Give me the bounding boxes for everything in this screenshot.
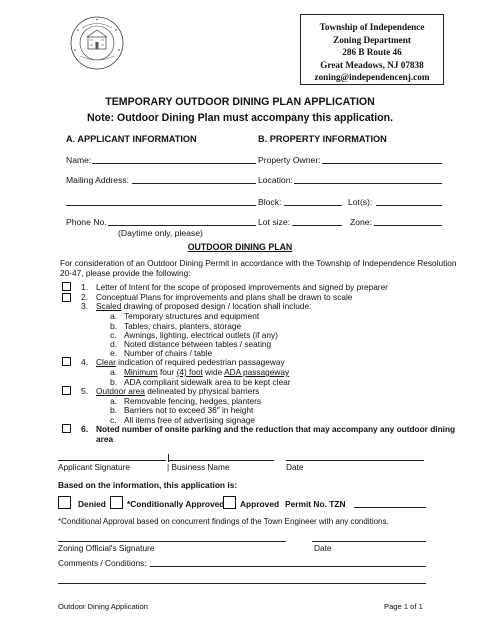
four-foot-text: (4) foot bbox=[176, 367, 203, 377]
address-line: Township of Independence bbox=[319, 22, 425, 32]
address-line: Zoning Department bbox=[333, 34, 411, 45]
block-label: Block: bbox=[258, 197, 282, 207]
item-5-rest: delineated by physical barriers bbox=[144, 386, 260, 396]
phone-label: Phone No. bbox=[66, 217, 107, 227]
business-name-label: | Business Name bbox=[167, 462, 230, 472]
item-3-underlined: Scaled bbox=[96, 301, 122, 311]
item-4-underlined: Clear bbox=[96, 357, 116, 367]
approved-label: Approved bbox=[240, 499, 280, 509]
zone-field[interactable] bbox=[374, 225, 442, 226]
form-subtitle: Note: Outdoor Dining Plan must accompany this application. bbox=[86, 112, 394, 124]
sub-item: Noted distance between tables / seating bbox=[124, 339, 272, 349]
divider bbox=[168, 454, 169, 462]
address-box bbox=[300, 14, 444, 85]
comments-label: Comments / Conditions: bbox=[58, 558, 147, 568]
sub-text: wide bbox=[202, 367, 225, 377]
item-5-underlined: Outdoor area bbox=[96, 386, 145, 396]
sub-item: Number of chairs / table bbox=[124, 348, 213, 358]
item-6-text-2: area bbox=[96, 434, 114, 444]
item-2-checkbox[interactable] bbox=[62, 293, 71, 302]
sub-letter: a. bbox=[110, 396, 118, 406]
item-number: 6. bbox=[81, 424, 89, 434]
sub-letter: e. bbox=[110, 348, 118, 358]
item-number: 5. bbox=[81, 386, 89, 396]
conditional-checkbox[interactable] bbox=[110, 496, 123, 509]
phone-hint: (Daytime only, please) bbox=[118, 228, 203, 238]
permit-number-field[interactable] bbox=[354, 507, 426, 508]
conditional-label: *Conditionally Approved bbox=[127, 499, 225, 509]
item-1-text: Letter of Intent for the scope of proposed improvements and signed by preparer bbox=[96, 282, 388, 292]
mailing-field-2[interactable] bbox=[66, 205, 256, 206]
item-5-text bbox=[96, 386, 259, 396]
item-6-checkbox[interactable] bbox=[62, 424, 71, 433]
denied-label: Denied bbox=[78, 499, 106, 509]
decision-lead: Based on the information, this application is: bbox=[58, 480, 238, 490]
applicant-signature-line[interactable] bbox=[58, 460, 166, 461]
lotsize-field[interactable] bbox=[292, 225, 342, 226]
footer-page-number: Page 1 of 1 bbox=[384, 602, 423, 611]
minimum-text: Minimum bbox=[124, 367, 158, 377]
item-6-text: Noted number of onsite parking and the reduction that may accompany any outdoor dining bbox=[96, 424, 456, 434]
official-signature-line[interactable] bbox=[58, 541, 286, 542]
name-label: Name: bbox=[66, 155, 92, 165]
item-2-text: Conceptual Plans for improvements and plans shall be drawn to scale bbox=[96, 292, 353, 302]
address-email[interactable]: zoning@independencenj.com bbox=[314, 72, 430, 83]
sub-letter: d. bbox=[110, 339, 118, 349]
address-line: Great Meadows, NJ 07838 bbox=[320, 59, 424, 70]
sub-item: Awnings, lighting, electrical outlets (if any) bbox=[124, 330, 278, 340]
sub-letter: a. bbox=[110, 311, 118, 321]
sub-item: All items free of advertising signage bbox=[124, 415, 255, 425]
item-4-text bbox=[96, 357, 285, 367]
item-3-text bbox=[96, 301, 311, 311]
applicant-heading: A. APPLICANT INFORMATION bbox=[66, 134, 197, 144]
phone-field[interactable] bbox=[108, 225, 256, 226]
date-line[interactable] bbox=[286, 460, 424, 461]
property-heading: B. PROPERTY INFORMATION bbox=[258, 134, 387, 144]
owner-label: Property Owner: bbox=[258, 155, 321, 165]
sub-item bbox=[124, 367, 289, 377]
item-4-checkbox[interactable] bbox=[62, 357, 71, 366]
item-number: 3. bbox=[81, 301, 89, 311]
item-number: 1. bbox=[81, 282, 89, 292]
name-field[interactable] bbox=[92, 163, 256, 164]
sub-letter: c. bbox=[110, 330, 117, 340]
owner-field[interactable] bbox=[322, 163, 442, 164]
plan-heading: OUTDOOR DINING PLAN bbox=[187, 242, 293, 252]
location-field[interactable] bbox=[294, 183, 442, 184]
item-number: 2. bbox=[81, 292, 89, 302]
plan-intro-2: 20-47, please provide the following: bbox=[60, 268, 191, 278]
sub-item: ADA compliant sidewalk area to be kept clear bbox=[124, 377, 291, 387]
sub-letter: a. bbox=[110, 367, 118, 377]
official-date-line[interactable] bbox=[312, 541, 426, 542]
lotsize-label: Lot size: bbox=[258, 217, 291, 227]
date-label: Date bbox=[286, 462, 304, 472]
sub-letter: b. bbox=[110, 321, 118, 331]
mailing-label: Mailing Address: bbox=[66, 175, 130, 185]
denied-checkbox[interactable] bbox=[58, 496, 71, 509]
footer-left: Outdoor Dining Application bbox=[58, 602, 148, 611]
approved-checkbox[interactable] bbox=[223, 496, 236, 509]
sub-item: Temporary structures and equipment bbox=[124, 311, 260, 321]
official-signature-label: Zoning Official's Signature bbox=[58, 543, 155, 553]
mailing-field[interactable] bbox=[132, 183, 256, 184]
address-line: 286 B Route 46 bbox=[342, 47, 402, 58]
lot-field[interactable] bbox=[376, 205, 442, 206]
ada-passageway-text: ADA passageway bbox=[224, 367, 290, 377]
sub-letter: b. bbox=[110, 377, 118, 387]
item-4-rest: indication of required pedestrian passageway bbox=[115, 357, 285, 367]
township-seal-logo bbox=[70, 16, 124, 70]
comments-field-2[interactable] bbox=[58, 583, 426, 584]
form-title: TEMPORARY OUTDOOR DINING PLAN APPLICATION bbox=[105, 96, 375, 108]
comments-field[interactable] bbox=[150, 566, 426, 567]
sub-item: Barriers not to exceed 36" in height bbox=[124, 405, 254, 415]
sub-text: four bbox=[157, 367, 177, 377]
item-number: 4. bbox=[81, 357, 89, 367]
item-5-checkbox[interactable] bbox=[62, 386, 71, 395]
sub-item: Removable fencing, hedges, planters bbox=[124, 396, 261, 406]
permit-label: Permit No. TZN bbox=[285, 499, 346, 509]
location-label: Location: bbox=[258, 175, 293, 185]
applicant-signature-label: Applicant Signature bbox=[58, 462, 130, 472]
business-name-line[interactable] bbox=[168, 460, 274, 461]
item-3-rest: drawing of proposed design / location shall include: bbox=[121, 301, 312, 311]
sub-letter: c. bbox=[110, 415, 117, 425]
official-date-label: Date bbox=[314, 543, 332, 553]
plan-intro: For consideration of an Outdoor Dining Permit in accordance with the Township of Independence Resolution bbox=[60, 258, 457, 268]
item-1-checkbox[interactable] bbox=[62, 282, 71, 291]
zone-label: Zone: bbox=[350, 217, 372, 227]
conditional-note: *Conditional Approval based on concurrent findings of the Town Engineer with any conditions. bbox=[58, 517, 389, 526]
block-field[interactable] bbox=[284, 205, 342, 206]
sub-item: Tables, chairs, planters, storage bbox=[124, 321, 242, 331]
lot-label: Lot(s): bbox=[348, 197, 373, 207]
sub-letter: b. bbox=[110, 405, 118, 415]
